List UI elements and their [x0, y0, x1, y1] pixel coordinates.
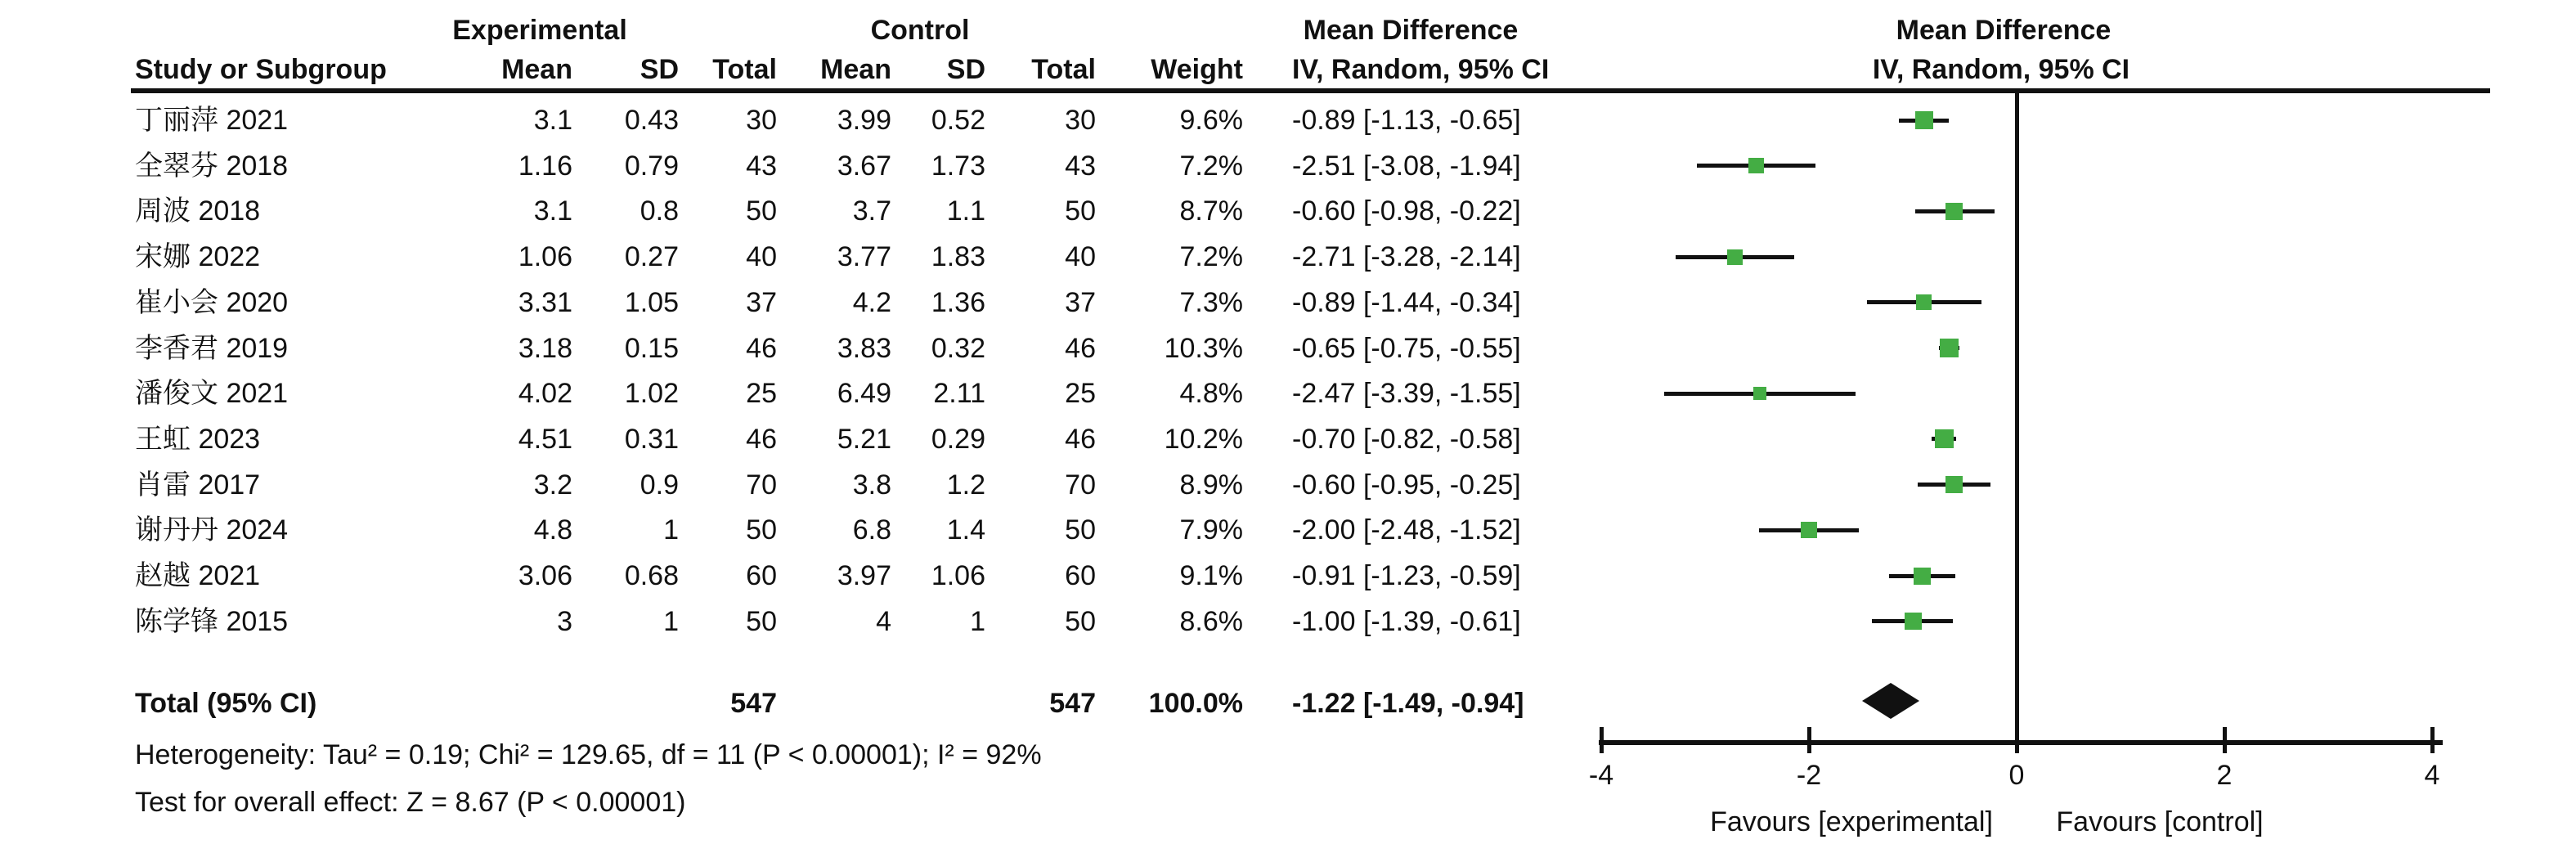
study-label: 赵越 2021	[135, 560, 261, 591]
total-exp-n: 547	[730, 688, 777, 719]
ci-text-cell: -1.00 [-1.39, -0.61]	[1292, 605, 1521, 637]
ctl-total-cell: 70	[1065, 469, 1096, 501]
ctl-total-cell: 50	[1065, 195, 1096, 227]
exp-mean-cell: 4.8	[533, 514, 572, 546]
ci-text-cell: -2.47 [-3.39, -1.55]	[1292, 378, 1521, 410]
tick-label: 2	[2216, 760, 2233, 791]
exp-total-cell: 37	[746, 286, 777, 318]
ci-text-cell: -0.60 [-0.98, -0.22]	[1292, 195, 1521, 227]
exp-sd-cell: 1	[663, 514, 679, 546]
heterogeneity-text: Heterogeneity: Tau² = 0.19; Chi² = 129.65, df = 11 (P < 0.00001); I² = 92%	[135, 739, 1042, 770]
total-weight: 100.0%	[1148, 688, 1243, 719]
ctl-sd-cell: 1.83	[931, 241, 985, 273]
exp-mean-cell: 3	[557, 605, 572, 637]
exp-sd-cell: 0.8	[640, 195, 679, 227]
total-ci-text: -1.22 [-1.49, -0.94]	[1292, 688, 1524, 719]
ctl-sd-cell: 1.2	[946, 469, 985, 501]
effect-marker	[1748, 158, 1764, 173]
tick-mark	[1600, 727, 1604, 753]
weight-cell: 7.9%	[1179, 514, 1243, 546]
study-label: 陈学锋 2015	[135, 605, 289, 637]
header-study-or-subgroup: Study or Subgroup	[135, 54, 387, 85]
ci-text-cell: -0.91 [-1.23, -0.59]	[1292, 560, 1521, 591]
exp-total-cell: 40	[746, 241, 777, 273]
study-label: 全翠芬 2018	[135, 150, 289, 182]
ci-text-cell: -0.65 [-0.75, -0.55]	[1292, 332, 1521, 364]
weight-cell: 10.3%	[1164, 332, 1243, 364]
ctl-sd-cell: 1.06	[931, 560, 985, 591]
weight-cell: 7.2%	[1179, 150, 1243, 182]
weight-cell: 8.7%	[1179, 195, 1243, 227]
total-label: Total (95% CI)	[135, 688, 317, 719]
exp-total-cell: 46	[746, 332, 777, 364]
effect-marker	[1945, 203, 1963, 220]
zero-effect-line	[2015, 93, 2019, 743]
effect-marker	[1753, 387, 1766, 400]
ctl-total-cell: 46	[1065, 332, 1096, 364]
ctl-mean-cell: 6.49	[837, 378, 891, 410]
ctl-sd-cell: 1.36	[931, 286, 985, 318]
weight-cell: 9.1%	[1179, 560, 1243, 591]
effect-marker	[1915, 111, 1933, 129]
ctl-total-cell: 50	[1065, 514, 1096, 546]
study-label: 肖雷 2017	[135, 469, 261, 501]
exp-total-cell: 50	[746, 514, 777, 546]
exp-total-cell: 70	[746, 469, 777, 501]
ctl-total-cell: 43	[1065, 150, 1096, 182]
ctl-sd-cell: 1.4	[946, 514, 985, 546]
ctl-mean-cell: 3.7	[852, 195, 891, 227]
weight-cell: 4.8%	[1179, 378, 1243, 410]
weight-cell: 7.3%	[1179, 286, 1243, 318]
ctl-mean-cell: 3.97	[837, 560, 891, 591]
ctl-mean-cell: 3.77	[837, 241, 891, 273]
exp-mean-cell: 1.06	[518, 241, 572, 273]
ctl-mean-cell: 3.83	[837, 332, 891, 364]
header-iv-random-ci-plot: IV, Random, 95% CI	[1872, 54, 2130, 85]
exp-mean-cell: 3.2	[533, 469, 572, 501]
effect-marker	[1801, 522, 1817, 538]
effect-marker	[1940, 339, 1959, 357]
header-exp-sd: SD	[640, 54, 679, 85]
ctl-total-cell: 50	[1065, 605, 1096, 637]
effect-marker	[1916, 294, 1932, 310]
favours-experimental-label: Favours [experimental]	[1710, 806, 1993, 837]
weight-cell: 10.2%	[1164, 423, 1243, 455]
x-axis-line	[1599, 740, 2443, 745]
exp-mean-cell: 3.18	[518, 332, 572, 364]
exp-total-cell: 50	[746, 605, 777, 637]
header-experimental-group: Experimental	[452, 15, 627, 46]
ctl-mean-cell: 3.8	[852, 469, 891, 501]
ctl-sd-cell: 0.29	[931, 423, 985, 455]
header-ctl-mean: Mean	[820, 54, 891, 85]
weight-cell: 8.6%	[1179, 605, 1243, 637]
study-label: 李香君 2019	[135, 332, 289, 364]
exp-sd-cell: 0.31	[624, 423, 679, 455]
header-iv-random-ci-text: IV, Random, 95% CI	[1292, 54, 1550, 85]
tick-mark	[2430, 727, 2435, 753]
header-mean-difference-plot: Mean Difference	[1896, 15, 2112, 46]
ctl-mean-cell: 6.8	[852, 514, 891, 546]
weight-cell: 8.9%	[1179, 469, 1243, 501]
exp-total-cell: 60	[746, 560, 777, 591]
ctl-sd-cell: 1.1	[946, 195, 985, 227]
ctl-sd-cell: 2.11	[933, 378, 985, 410]
ctl-mean-cell: 4.2	[852, 286, 891, 318]
ctl-total-cell: 40	[1065, 241, 1096, 273]
header-separator-line	[131, 88, 2490, 93]
exp-sd-cell: 0.15	[624, 332, 679, 364]
exp-sd-cell: 0.79	[624, 150, 679, 182]
exp-mean-cell: 3.31	[518, 286, 572, 318]
ctl-total-cell: 30	[1065, 105, 1096, 136]
ci-text-cell: -0.70 [-0.82, -0.58]	[1292, 423, 1521, 455]
study-label: 潘俊文 2021	[135, 378, 289, 410]
effect-marker	[1727, 249, 1743, 265]
tick-label: -2	[1796, 760, 1822, 791]
exp-mean-cell: 1.16	[518, 150, 572, 182]
exp-total-cell: 25	[746, 378, 777, 410]
header-weight: Weight	[1151, 54, 1243, 85]
exp-sd-cell: 0.27	[624, 241, 679, 273]
exp-total-cell: 43	[746, 150, 777, 182]
ctl-mean-cell: 4	[876, 605, 891, 637]
study-label: 丁丽萍 2021	[135, 105, 289, 136]
header-ctl-sd: SD	[946, 54, 985, 85]
ci-text-cell: -2.51 [-3.08, -1.94]	[1292, 150, 1521, 182]
tick-mark	[1807, 727, 1811, 753]
exp-mean-cell: 4.02	[518, 378, 572, 410]
tick-label: 0	[2008, 760, 2025, 791]
study-label: 崔小会 2020	[135, 286, 289, 318]
weight-cell: 9.6%	[1179, 105, 1243, 136]
favours-control-label: Favours [control]	[2056, 806, 2264, 837]
study-label: 周波 2018	[135, 195, 261, 227]
study-label: 宋娜 2022	[135, 241, 261, 273]
ci-text-cell: -2.00 [-2.48, -1.52]	[1292, 514, 1521, 546]
exp-sd-cell: 0.68	[624, 560, 679, 591]
overall-effect-text: Test for overall effect: Z = 8.67 (P < 0.00001)	[135, 787, 686, 818]
ctl-total-cell: 60	[1065, 560, 1096, 591]
tick-label: -4	[1588, 760, 1614, 791]
tick-label: 4	[2424, 760, 2440, 791]
exp-sd-cell: 0.43	[624, 105, 679, 136]
ctl-sd-cell: 1.73	[931, 150, 985, 182]
study-label: 王虹 2023	[135, 423, 261, 455]
exp-total-cell: 50	[746, 195, 777, 227]
header-control-group: Control	[870, 15, 970, 46]
tick-mark	[2223, 727, 2227, 753]
header-exp-mean: Mean	[501, 54, 572, 85]
ctl-mean-cell: 3.67	[837, 150, 891, 182]
exp-total-cell: 46	[746, 423, 777, 455]
exp-sd-cell: 1	[663, 605, 679, 637]
ctl-total-cell: 37	[1065, 286, 1096, 318]
ctl-sd-cell: 1	[970, 605, 985, 637]
header-exp-total: Total	[712, 54, 777, 85]
ci-text-cell: -0.89 [-1.44, -0.34]	[1292, 286, 1521, 318]
exp-mean-cell: 4.51	[518, 423, 572, 455]
effect-marker	[1914, 568, 1931, 585]
exp-total-cell: 30	[746, 105, 777, 136]
total-ctl-n: 547	[1049, 688, 1096, 719]
ctl-total-cell: 46	[1065, 423, 1096, 455]
exp-sd-cell: 0.9	[640, 469, 679, 501]
ctl-mean-cell: 3.99	[837, 105, 891, 136]
effect-marker	[1945, 476, 1963, 493]
ctl-sd-cell: 0.52	[931, 105, 985, 136]
ctl-mean-cell: 5.21	[837, 423, 891, 455]
ci-text-cell: -2.71 [-3.28, -2.14]	[1292, 241, 1521, 273]
exp-mean-cell: 3.06	[518, 560, 572, 591]
ctl-sd-cell: 0.32	[931, 332, 985, 364]
ctl-total-cell: 25	[1065, 378, 1096, 410]
ci-text-cell: -0.60 [-0.95, -0.25]	[1292, 469, 1521, 501]
weight-cell: 7.2%	[1179, 241, 1243, 273]
tick-mark	[2015, 727, 2019, 753]
effect-marker	[1935, 429, 1954, 448]
header-ctl-total: Total	[1031, 54, 1096, 85]
study-label: 谢丹丹 2024	[135, 514, 289, 546]
ci-text-cell: -0.89 [-1.13, -0.65]	[1292, 105, 1521, 136]
exp-sd-cell: 1.05	[624, 286, 679, 318]
pooled-diamond	[1862, 683, 1919, 719]
exp-mean-cell: 3.1	[533, 105, 572, 136]
exp-mean-cell: 3.1	[533, 195, 572, 227]
effect-marker	[1905, 613, 1922, 630]
header-mean-difference-text: Mean Difference	[1303, 15, 1519, 46]
exp-sd-cell: 1.02	[624, 378, 679, 410]
